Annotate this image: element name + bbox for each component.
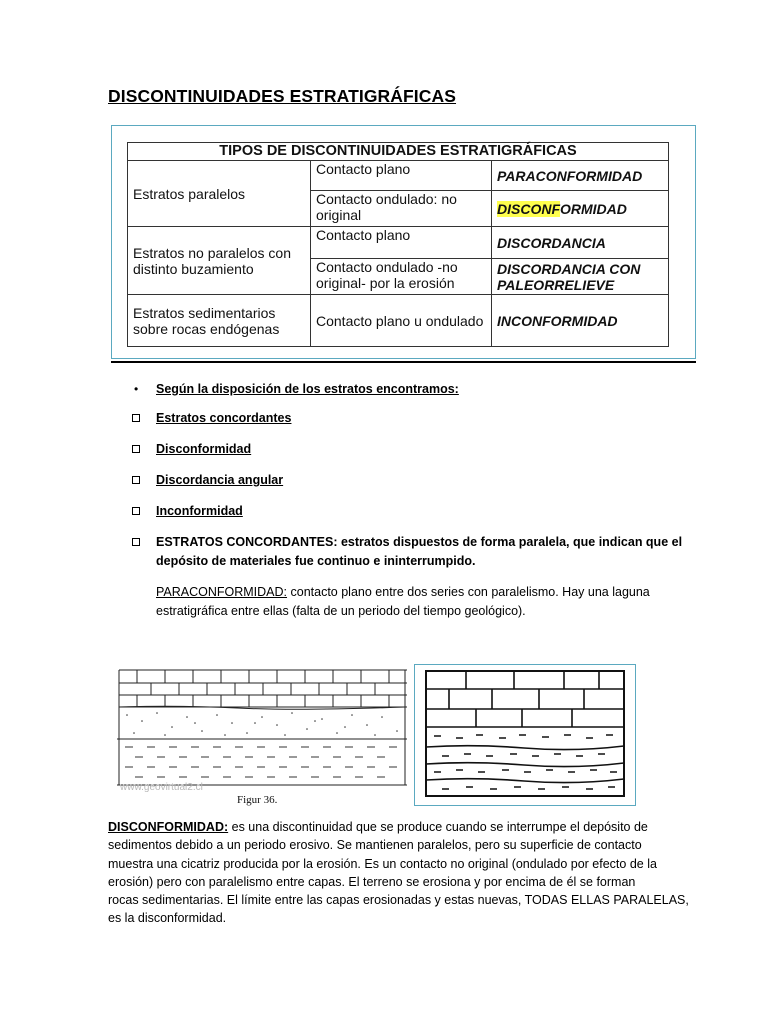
paraconformidad-paragraph	[156, 583, 716, 620]
list-item: Discordancia angular	[156, 473, 284, 487]
checkbox-icon	[132, 507, 140, 515]
table-contact: Contacto plano	[311, 227, 492, 259]
figure-watermark: www.geovirtual2.cl	[120, 782, 203, 793]
disconformidad-text: es una discontinuidad que se produce cuando se interrumpe el depósito de	[228, 820, 648, 834]
concordantes-text: estratos dispuestos de forma paralela, que indican que el	[337, 535, 683, 549]
disconformidad-paragraph	[108, 818, 718, 928]
divider	[111, 361, 696, 363]
checkbox-icon	[132, 445, 140, 453]
table-result	[492, 191, 669, 227]
disconformidad-text: es la disconformidad.	[108, 911, 227, 926]
paraconformidad-text: contacto plano entre dos series con paralelismo. Hay una laguna	[287, 585, 650, 599]
table-contact: Contacto plano	[311, 161, 492, 191]
table-contact: Contacto ondulado: no original	[311, 191, 492, 227]
disconformidad-text: sedimentos debido a un periodo erosivo. Se mantienen paralelos, pero su superficie de contacto	[108, 838, 642, 853]
highlighted-text: DISCONF	[497, 200, 560, 217]
table-result: PARACONFORMIDAD	[492, 161, 669, 191]
checkbox-icon	[132, 538, 140, 546]
paraconformidad-text: estratigráfica entre ellas (falta de un periodo del tiempo geológico).	[156, 603, 526, 618]
table-contact: Contacto ondulado -no original- por la erosión	[311, 259, 492, 295]
paraconformity-figure	[117, 665, 407, 806]
disconformidad-text: rocas sedimentarias. El límite entre las capas erosionadas y estas nuevas, TODAS ELLAS PARALELAS,	[108, 893, 689, 908]
list-item: Inconformidad	[156, 504, 243, 518]
table-contact: Contacto plano u ondulado	[311, 295, 492, 347]
paraconformidad-label: PARACONFORMIDAD:	[156, 585, 288, 599]
disconformidad-label: DISCONFORMIDAD:	[108, 820, 229, 834]
table-category: Estratos paralelos	[128, 161, 311, 227]
disconformidad-text: muestra una cicatriz producida por la erosión. Es un contacto no original (ondulado por efecto de la	[108, 856, 657, 871]
concordantes-paragraph	[156, 533, 716, 570]
list-item: Disconformidad	[156, 442, 252, 456]
table-category: Estratos sedimentarios sobre rocas endógenas	[128, 295, 311, 347]
disconformidad-text: erosión) pero con paralelismo entre capas. El terreno se erosiona y por encima de él se forman	[108, 874, 636, 889]
disconformity-figure	[414, 664, 636, 806]
table-result: DISCORDANCIA CON PALEORRELIEVE	[492, 259, 669, 295]
checkbox-icon	[132, 414, 140, 422]
concordantes-label: ESTRATOS CONCORDANTES:	[156, 535, 338, 549]
intro-bullet: Según la disposición de los estratos encontramos:	[156, 382, 459, 396]
table-result: INCONFORMIDAD	[492, 295, 669, 347]
page-title: DISCONTINUIDADES ESTRATIGRÁFICAS	[108, 86, 457, 106]
concordantes-text: depósito de materiales fue continuo e ininterrumpido.	[156, 553, 476, 568]
discontinuities-table	[127, 142, 669, 347]
checkbox-icon	[132, 476, 140, 484]
result-rest: ORMIDAD	[560, 200, 627, 217]
list-item: Estratos concordantes	[156, 411, 292, 425]
table-header: TIPOS DE DISCONTINUIDADES ESTRATIGRÁFICAS	[128, 143, 669, 161]
table-result: DISCORDANCIA	[492, 227, 669, 259]
table-category: Estratos no paralelos con distinto buzamiento	[128, 227, 311, 295]
figure-caption: Figur 36.	[237, 794, 278, 806]
bullet-icon: •	[134, 382, 139, 396]
